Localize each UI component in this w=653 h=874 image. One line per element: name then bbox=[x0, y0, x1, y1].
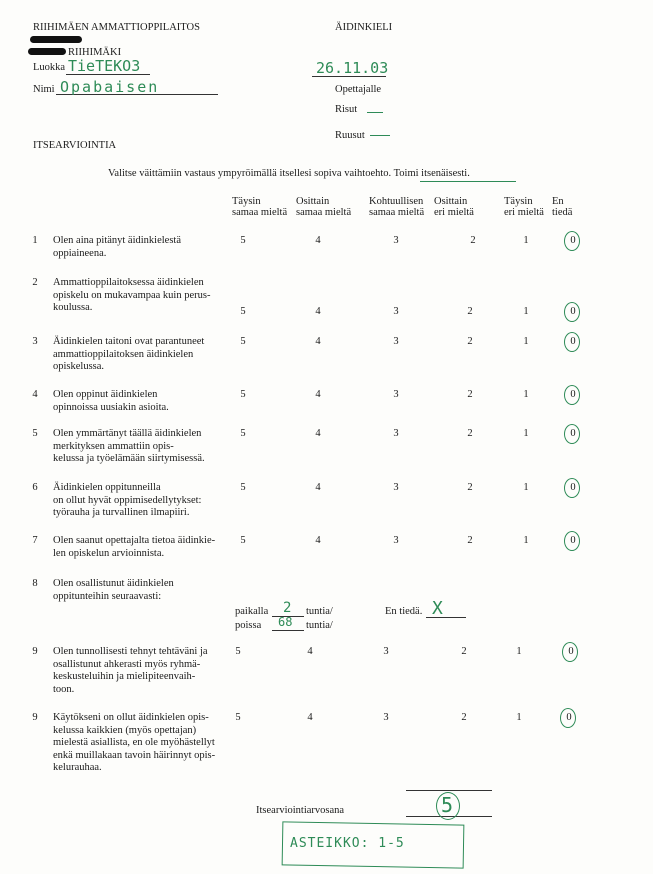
absent-label: poissa bbox=[235, 620, 262, 631]
redaction-mark bbox=[30, 36, 82, 43]
present-unit: tuntia/ bbox=[306, 606, 333, 617]
question-text-line: opinnoissa uusiakin asioita. bbox=[53, 401, 169, 413]
grade-top-line bbox=[406, 790, 492, 791]
class-label: Luokka bbox=[33, 62, 66, 73]
question-number: 4 bbox=[32, 389, 38, 400]
answer-option[interactable]: 2 bbox=[467, 389, 473, 400]
scale-header-line: eri mieltä bbox=[504, 207, 544, 218]
scale-header-line: samaa mieltä bbox=[296, 207, 352, 218]
question-text-line: keskusteluihin ja mielipiteenvaih- bbox=[53, 671, 196, 682]
question-text bbox=[53, 336, 204, 374]
question-text-line: kelurauhaa. bbox=[53, 762, 102, 773]
question-text-line: len opiskelun arvioinnista. bbox=[53, 547, 165, 559]
absent-value[interactable]: 68 bbox=[278, 615, 293, 629]
answer-option[interactable]: 4 bbox=[315, 482, 321, 493]
answer-option[interactable]: 2 bbox=[467, 535, 473, 546]
grade-circle bbox=[436, 792, 460, 820]
instruction-pen-underline bbox=[420, 181, 516, 182]
question-text-line: Olen osallistunut äidinkielen bbox=[53, 578, 174, 589]
answer-option[interactable]: 4 bbox=[315, 535, 321, 546]
answer-option[interactable]: 5 bbox=[235, 646, 241, 657]
answer-option[interactable]: 4 bbox=[315, 389, 321, 400]
question-text bbox=[53, 535, 215, 560]
squares-pen-stroke bbox=[370, 135, 390, 136]
present-label: paikalla bbox=[235, 606, 269, 617]
scale-header-line: samaa mieltä bbox=[369, 207, 425, 218]
answer-option[interactable]: 1 bbox=[523, 535, 529, 546]
answer-option[interactable]: 5 bbox=[240, 336, 246, 347]
answer-option[interactable]: 5 bbox=[240, 235, 246, 246]
scale-header bbox=[296, 196, 351, 218]
question-text-line: Olen oppinut äidinkielen bbox=[53, 389, 158, 400]
scale-header-line: eri mieltä bbox=[434, 207, 474, 218]
question-text-line: opiskelu on mukavampaa kuin perus- bbox=[53, 289, 211, 301]
answer-option[interactable]: 5 bbox=[240, 535, 246, 546]
question-text-line: Äidinkielen oppitunneilla bbox=[53, 482, 161, 493]
question-number: 9 bbox=[32, 646, 38, 657]
question-number: 9 bbox=[32, 712, 38, 723]
scale-header bbox=[552, 196, 572, 218]
question-text-line: oppiaineena. bbox=[53, 247, 107, 259]
answer-option[interactable]: 3 bbox=[393, 306, 399, 317]
answer-option[interactable]: 0 bbox=[570, 428, 576, 439]
question-text-line: Äidinkielen taitoni ovat parantuneet bbox=[53, 336, 205, 347]
answer-option[interactable]: 1 bbox=[523, 336, 529, 347]
question-text-line: opiskelussa. bbox=[53, 361, 105, 372]
answer-option[interactable]: 3 bbox=[393, 235, 399, 246]
scale-header bbox=[434, 196, 474, 218]
question-text-line: Olen ymmärtänyt täällä äidinkielen bbox=[53, 428, 202, 439]
question-text-line: enkä muillakaan tavoin häirinnyt opis- bbox=[53, 749, 216, 761]
answer-option[interactable]: 1 bbox=[523, 306, 529, 317]
answer-option[interactable]: 5 bbox=[240, 428, 246, 439]
grade-label: Itsearviointiarvosana bbox=[256, 805, 345, 816]
question-text-line: Olen tunnollisesti tehnyt tehtäväni ja bbox=[53, 646, 208, 657]
absent-underline bbox=[272, 630, 304, 631]
question-text-line: ammattioppilaitoksen äidinkielen bbox=[53, 348, 194, 360]
answer-option[interactable]: 2 bbox=[470, 235, 476, 246]
unknown-label: En tiedä. bbox=[385, 606, 423, 617]
answer-option[interactable]: 4 bbox=[307, 646, 313, 657]
answer-option[interactable]: 3 bbox=[393, 389, 399, 400]
question-text-line: kelussa ja työelämään siirtymisessä. bbox=[53, 453, 205, 464]
scale-header-line: Täysin bbox=[504, 196, 533, 207]
question-text bbox=[53, 646, 208, 696]
answer-option[interactable]: 0 bbox=[566, 712, 572, 723]
answer-option[interactable]: 0 bbox=[568, 646, 574, 657]
question-text-line: oppitunteihin seuraavasti: bbox=[53, 590, 162, 602]
answer-option[interactable]: 1 bbox=[523, 428, 529, 439]
answer-option[interactable]: 1 bbox=[523, 235, 529, 246]
selected-answer-circle bbox=[564, 478, 580, 498]
scale-header bbox=[369, 196, 424, 218]
answer-option[interactable]: 4 bbox=[315, 306, 321, 317]
question-number: 7 bbox=[32, 535, 38, 546]
answer-option[interactable]: 2 bbox=[461, 646, 467, 657]
question-text-line: Olen saanut opettajalta tietoa äidinkie- bbox=[53, 535, 216, 546]
answer-option[interactable]: 2 bbox=[467, 482, 473, 493]
question-text-line: osallistunut ahkerasti myös ryhmä- bbox=[53, 658, 201, 670]
answer-option[interactable]: 0 bbox=[570, 389, 576, 400]
question-text bbox=[53, 428, 205, 466]
answer-option[interactable]: 3 bbox=[393, 336, 399, 347]
answer-option[interactable]: 4 bbox=[315, 235, 321, 246]
answer-option[interactable]: 2 bbox=[467, 428, 473, 439]
selected-answer-circle bbox=[560, 708, 576, 728]
answer-option[interactable]: 1 bbox=[523, 389, 529, 400]
selected-answer-circle bbox=[564, 424, 580, 444]
class-value: TieTEKO3 bbox=[68, 57, 141, 75]
selected-answer-circle bbox=[564, 302, 580, 322]
question-text bbox=[53, 277, 210, 315]
answer-option[interactable]: 0 bbox=[570, 306, 576, 317]
question-number: 3 bbox=[32, 336, 38, 347]
answer-option[interactable]: 5 bbox=[240, 306, 246, 317]
scale-header-line: tiedä bbox=[552, 207, 573, 218]
question-text-line: on ollut hyvät oppimisedellytykset: bbox=[53, 494, 202, 506]
name-value: Opabaisen bbox=[60, 78, 160, 96]
question-text bbox=[53, 578, 174, 603]
answer-option[interactable]: 4 bbox=[315, 336, 321, 347]
date-value: 26.11.03 bbox=[316, 59, 389, 77]
question-number: 8 bbox=[32, 578, 38, 589]
scale-note: ASTEIKKO: 1-5 bbox=[290, 836, 405, 851]
answer-option[interactable]: 1 bbox=[516, 712, 522, 723]
answer-option[interactable]: 0 bbox=[570, 336, 576, 347]
question-number: 1 bbox=[32, 235, 38, 246]
question-number: 6 bbox=[32, 482, 38, 493]
school-name: RIIHIMÄEN AMMATTIOPPILAITOS bbox=[33, 22, 200, 33]
page-title: ITSEARVIOINTIA bbox=[33, 140, 117, 151]
selected-answer-circle bbox=[564, 385, 580, 405]
question-text-line: koulussa. bbox=[53, 302, 93, 313]
question-text-line: toon. bbox=[53, 683, 75, 695]
answer-option[interactable]: 0 bbox=[570, 535, 576, 546]
answer-option[interactable]: 5 bbox=[240, 482, 246, 493]
question-number: 5 bbox=[32, 428, 38, 439]
question-text bbox=[53, 389, 169, 414]
question-number: 2 bbox=[32, 277, 38, 288]
answer-option[interactable]: 3 bbox=[383, 712, 389, 723]
answer-option[interactable]: 2 bbox=[467, 306, 473, 317]
redaction-mark bbox=[28, 48, 66, 55]
selected-answer-circle bbox=[564, 231, 580, 251]
answer-option[interactable]: 1 bbox=[523, 482, 529, 493]
question-text-line: mielestä asiallista, en ole myöhästellyt bbox=[53, 737, 215, 748]
scale-header bbox=[232, 196, 287, 218]
scale-header-line: Osittain bbox=[296, 196, 330, 207]
answer-option[interactable]: 1 bbox=[516, 646, 522, 657]
instruction-text: Valitse väittämiin vastaus ympyröimällä itsellesi sopiva vaihtoehto. Toimi itsenäisesti. bbox=[108, 168, 470, 179]
answer-option[interactable]: 4 bbox=[315, 428, 321, 439]
answer-option[interactable]: 3 bbox=[393, 428, 399, 439]
teacher-label: Opettajalle bbox=[335, 84, 382, 95]
name-label: Nimi bbox=[33, 84, 55, 95]
question-text bbox=[53, 235, 181, 260]
answer-option[interactable]: 3 bbox=[393, 482, 399, 493]
scale-header-line: En bbox=[552, 196, 564, 207]
school-city: RIIHIMÄKI bbox=[68, 47, 122, 58]
absent-unit: tuntia/ bbox=[306, 620, 333, 631]
subject-label: ÄIDINKIELI bbox=[335, 22, 393, 33]
answer-option[interactable]: 2 bbox=[467, 336, 473, 347]
scale-header-line: Kohtuullisen bbox=[369, 196, 424, 207]
question-text-line: Ammattioppilaitoksessa äidinkielen bbox=[53, 277, 204, 288]
answer-option[interactable]: 2 bbox=[461, 712, 467, 723]
question-text-line: työrauha ja turvallinen ilmapiiri. bbox=[53, 507, 190, 518]
question-text-line: kelussa kaikkien (myös opettajan) bbox=[53, 724, 197, 736]
answer-option[interactable]: 5 bbox=[235, 712, 241, 723]
selected-answer-circle bbox=[564, 332, 580, 352]
scale-header-line: Täysin bbox=[232, 196, 261, 207]
selected-answer-circle bbox=[564, 531, 580, 551]
question-text bbox=[53, 712, 215, 775]
scale-header-line: Osittain bbox=[434, 196, 468, 207]
answer-option[interactable]: 4 bbox=[307, 712, 313, 723]
answer-option[interactable]: 0 bbox=[570, 235, 576, 246]
crosses-label: Risut bbox=[335, 104, 358, 115]
scale-header bbox=[504, 196, 544, 218]
unknown-mark[interactable]: X bbox=[432, 598, 443, 619]
squares-label: Ruusut bbox=[335, 130, 365, 141]
crosses-pen-stroke bbox=[367, 112, 383, 113]
answer-option[interactable]: 5 bbox=[240, 389, 246, 400]
answer-option[interactable]: 3 bbox=[383, 646, 389, 657]
grade-value[interactable]: 5 bbox=[441, 793, 454, 817]
question-text-line: merkityksen ammattiin opis- bbox=[53, 440, 174, 452]
question-text bbox=[53, 482, 201, 520]
present-value[interactable]: 2 bbox=[283, 600, 292, 616]
question-text-line: Olen aina pitänyt äidinkielestä bbox=[53, 235, 181, 246]
scale-header-line: samaa mieltä bbox=[232, 207, 288, 218]
answer-option[interactable]: 0 bbox=[570, 482, 576, 493]
question-text-line: Käytökseni on ollut äidinkielen opis- bbox=[53, 712, 209, 723]
answer-option[interactable]: 3 bbox=[393, 535, 399, 546]
selected-answer-circle bbox=[562, 642, 578, 662]
